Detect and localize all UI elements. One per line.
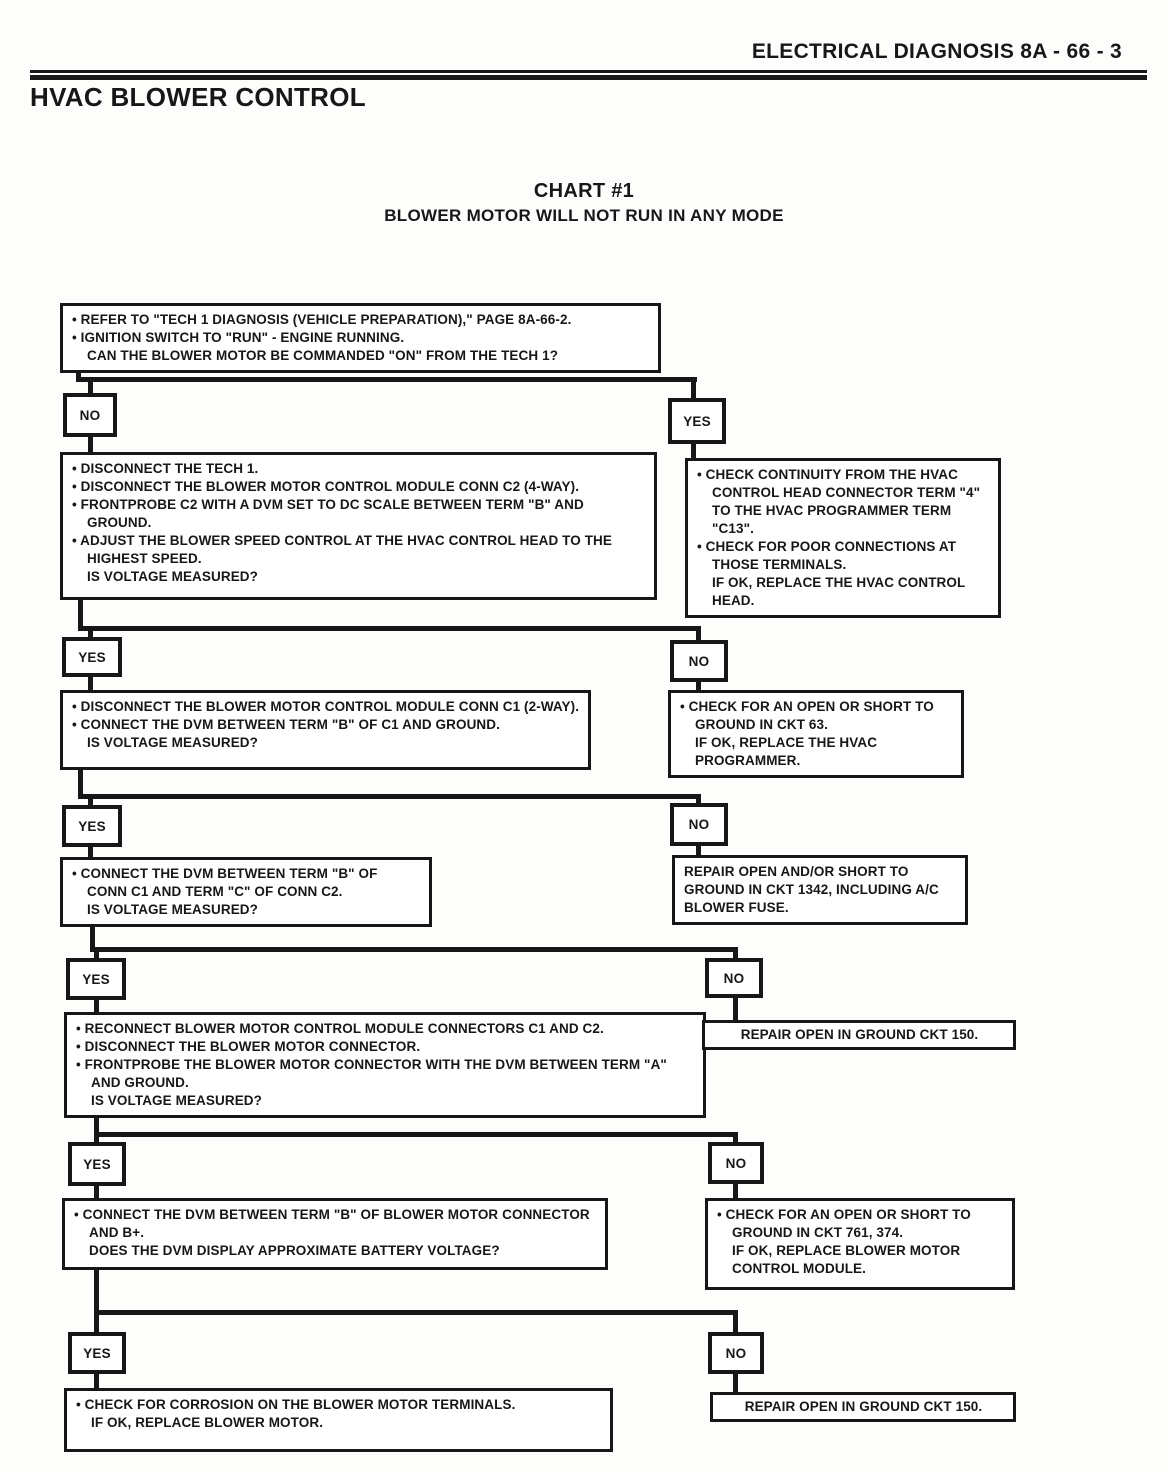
flow-connector [78, 600, 83, 628]
flow-connector [94, 1310, 738, 1315]
flow-box-line: • IGNITION SWITCH TO "RUN" - ENGINE RUNNING. [72, 330, 405, 345]
flow-box-reconnect [64, 1012, 706, 1118]
flow-box-line: • ADJUST THE BLOWER SPEED CONTROL AT THE HVAC CONTROL HEAD TO THE HIGHEST SPEED. [72, 533, 612, 566]
flow-box-line: • CHECK CONTINUITY FROM THE HVAC CONTROL HEAD CONNECTOR TERM "4" TO THE HVAC PROGRAMMER TERM "C13". [697, 467, 981, 536]
flow-box-line: REPAIR OPEN IN GROUND CKT 150. [744, 1399, 983, 1414]
flow-connector [733, 998, 738, 1020]
flow-box-line: IS VOLTAGE MEASURED? [91, 1093, 263, 1108]
flow-box-line: • DISCONNECT THE BLOWER MOTOR CONTROL MODULE CONN C2 (4-WAY). [72, 479, 580, 494]
flow-box-line: REPAIR OPEN IN GROUND CKT 150. [740, 1027, 979, 1042]
flow-connector [94, 1270, 99, 1312]
flow-box-check-continuity [685, 458, 1001, 618]
chart-subtitle: BLOWER MOTOR WILL NOT RUN IN ANY MODE [384, 206, 784, 225]
flow-box-line: • DISCONNECT THE BLOWER MOTOR CONNECTOR. [76, 1039, 421, 1054]
flow-box-line: • FRONTPROBE C2 WITH A DVM SET TO DC SCALE BETWEEN TERM "B" AND GROUND. [72, 497, 584, 530]
flow-box-line: IF OK, REPLACE THE HVAC PROGRAMMER. [695, 735, 878, 768]
flow-box-line: REPAIR OPEN AND/OR SHORT TO GROUND IN CKT 1342, INCLUDING A/C BLOWER FUSE. [684, 864, 939, 915]
flow-box-line: IS VOLTAGE MEASURED? [87, 902, 259, 917]
decision-6-no: NO [708, 1332, 764, 1374]
page-header: ELECTRICAL DIAGNOSIS 8A - 66 - 3 [751, 40, 1122, 63]
flow-connector [733, 1374, 738, 1392]
flow-connector [691, 444, 696, 458]
flow-connector [78, 626, 701, 631]
flow-connector [88, 437, 93, 452]
flow-box-line: • RECONNECT BLOWER MOTOR CONTROL MODULE CONNECTORS C1 AND C2. [76, 1021, 604, 1036]
chart-title: CHART #1 [533, 180, 635, 202]
flow-box-ground-ckt150-a [702, 1020, 1016, 1050]
decision-1-no: NO [63, 393, 117, 437]
flow-box-ckt63 [668, 690, 964, 778]
flow-connector [94, 1374, 99, 1388]
decision-2-no: NO [670, 640, 728, 682]
flow-connector [691, 382, 696, 398]
flow-box-line: • CONNECT THE DVM BETWEEN TERM "B" OF C1 AND GROUND. [72, 717, 500, 732]
flow-box-line: DOES THE DVM DISPLAY APPROXIMATE BATTERY VOLTAGE? [89, 1243, 500, 1258]
decision-4-no: NO [705, 958, 763, 998]
flow-box-line: • DISCONNECT THE TECH 1. [72, 461, 259, 476]
flow-box-ckt761 [705, 1198, 1015, 1290]
flow-box-line: • CONNECT THE DVM BETWEEN TERM "B" OF BLOWER MOTOR CONNECTOR AND B+. [74, 1207, 590, 1240]
flow-box-ckt1342 [672, 855, 968, 925]
decision-2-yes: YES [62, 637, 122, 677]
flow-box-line: • DISCONNECT THE BLOWER MOTOR CONTROL MODULE CONN C1 (2-WAY). [72, 699, 580, 714]
flow-connector [94, 1132, 738, 1137]
header-rule-thin [30, 70, 1147, 73]
flow-connector [733, 1184, 738, 1198]
flow-box-line: IS VOLTAGE MEASURED? [87, 735, 259, 750]
flow-box-line: • FRONTPROBE THE BLOWER MOTOR CONNECTOR WITH THE DVM BETWEEN TERM "A" AND GROUND. [76, 1057, 667, 1090]
flow-connector [94, 1000, 99, 1012]
decision-6-yes: YES [68, 1332, 126, 1374]
flow-connector [76, 377, 697, 382]
flow-connector [88, 677, 93, 690]
flow-box-conn-c1 [60, 690, 591, 770]
decision-5-yes: YES [68, 1142, 126, 1186]
flow-connector [78, 770, 83, 796]
flow-box-dvm-c1-c2 [60, 857, 432, 927]
flow-box-line: • CHECK FOR AN OPEN OR SHORT TO GROUND IN CKT 761, 374. [717, 1207, 971, 1240]
flow-connector [696, 846, 701, 855]
flow-box-line: CAN THE BLOWER MOTOR BE COMMANDED "ON" FROM THE TECH 1? [87, 348, 559, 363]
flow-connector [78, 794, 701, 799]
flow-box-line: IF OK, REPLACE THE HVAC CONTROL HEAD. [712, 575, 966, 608]
flow-connector [94, 1186, 99, 1198]
decision-5-no: NO [708, 1142, 764, 1184]
decision-3-no: NO [670, 803, 728, 846]
decision-4-yes: YES [66, 958, 126, 1000]
flow-connector [90, 927, 95, 949]
flow-box-line: • CHECK FOR AN OPEN OR SHORT TO GROUND IN CKT 63. [680, 699, 934, 732]
flow-box-line: • CHECK FOR POOR CONNECTIONS AT THOSE TERMINALS. [697, 539, 957, 572]
flow-connector [696, 682, 701, 690]
flow-connector [90, 947, 738, 952]
decision-3-yes: YES [62, 805, 122, 847]
flow-box-line: IS VOLTAGE MEASURED? [87, 569, 259, 584]
flow-box-dvm-b-plus [62, 1198, 608, 1270]
flow-box-ground-ckt150-b [710, 1392, 1016, 1422]
header-rule-thick [30, 75, 1147, 80]
flow-box-frontprobe-c2 [60, 452, 657, 600]
flow-connector [88, 847, 93, 857]
flow-box-line: • CONNECT THE DVM BETWEEN TERM "B" OF CONN C1 AND TERM "C" OF CONN C2. [72, 866, 378, 899]
flow-box-line: IF OK, REPLACE BLOWER MOTOR. [91, 1415, 324, 1430]
flow-box-line: IF OK, REPLACE BLOWER MOTOR CONTROL MODULE. [732, 1243, 961, 1276]
flow-box-corrosion [64, 1388, 613, 1452]
section-title: HVAC BLOWER CONTROL [30, 82, 366, 112]
flow-box-start [60, 303, 661, 373]
flow-box-line: • REFER TO "TECH 1 DIAGNOSIS (VEHICLE PREPARATION)," PAGE 8A-66-2. [72, 312, 572, 327]
flow-box-line: • CHECK FOR CORROSION ON THE BLOWER MOTOR TERMINALS. [76, 1397, 516, 1412]
decision-1-yes: YES [668, 398, 726, 444]
